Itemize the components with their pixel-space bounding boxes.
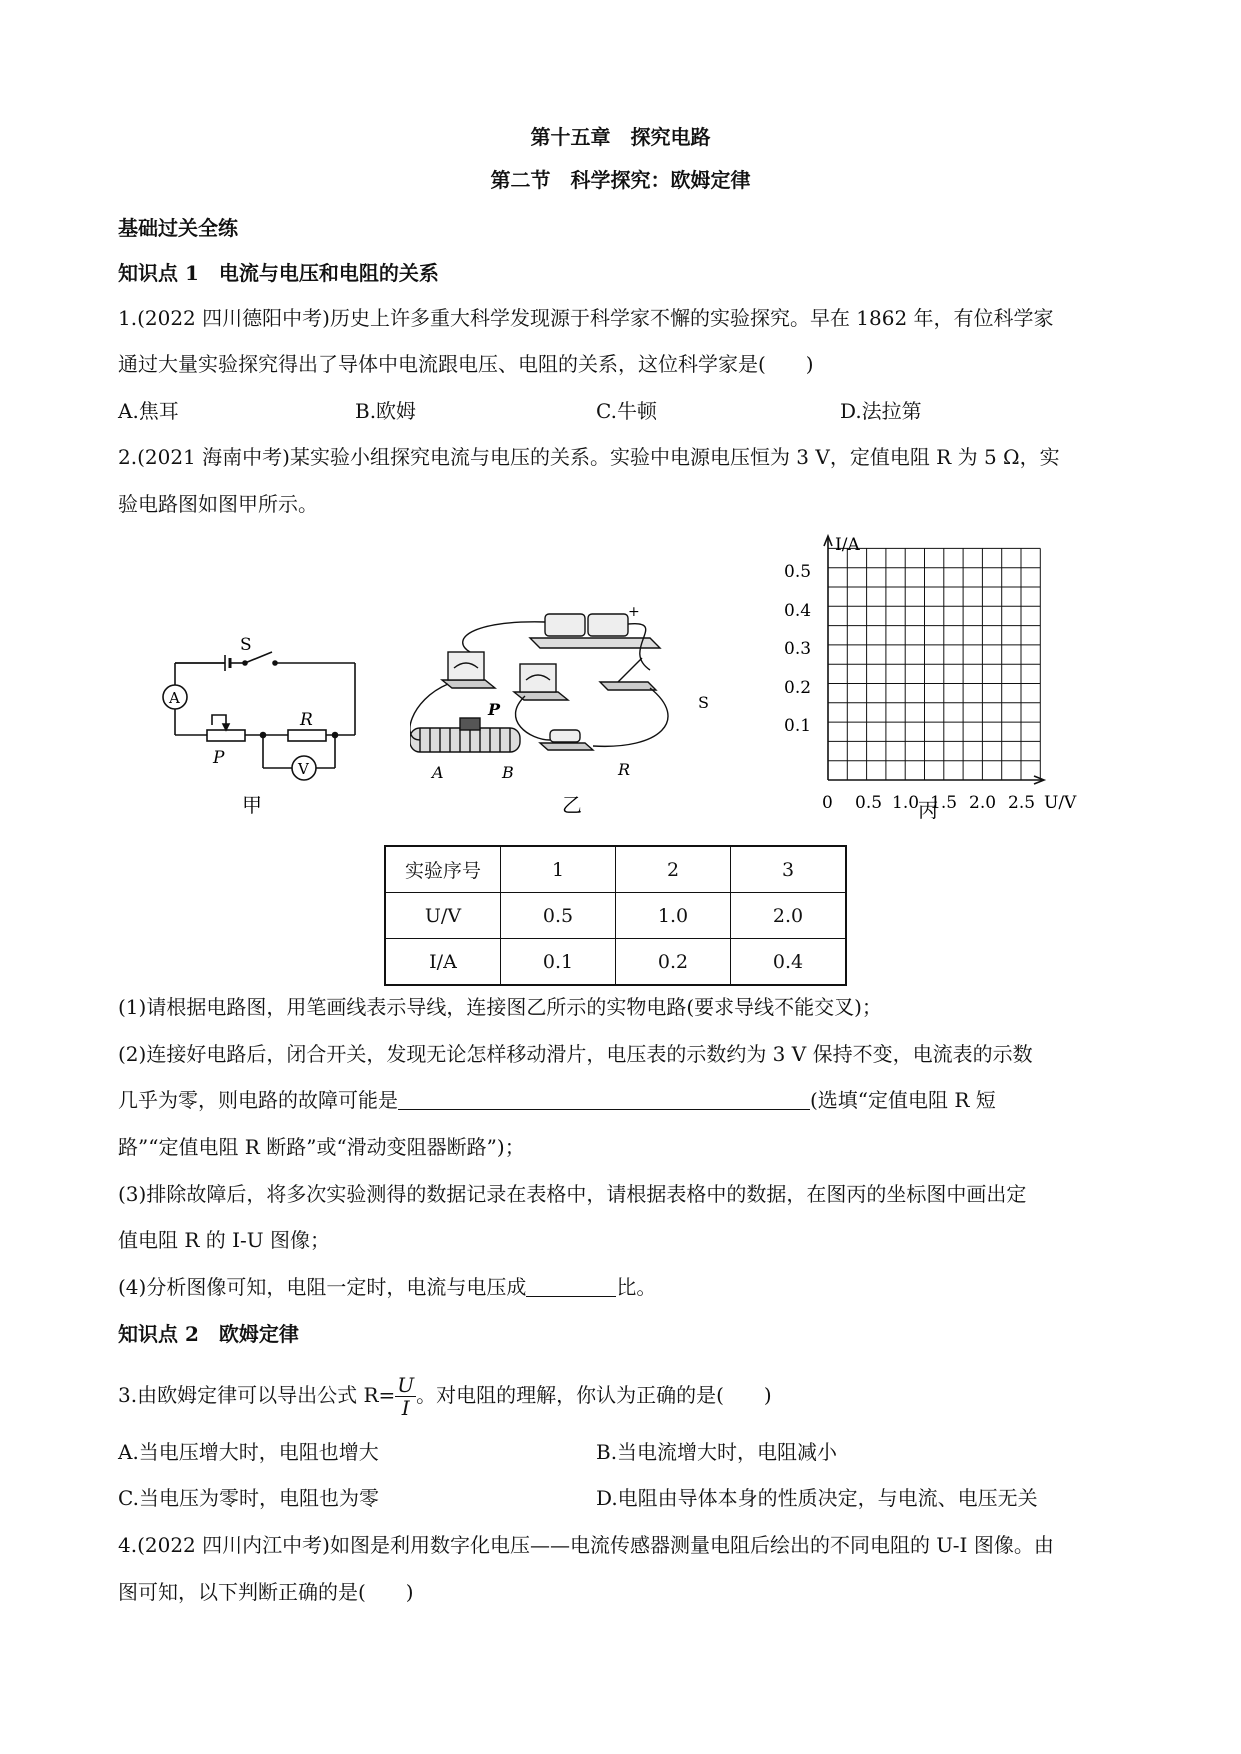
figure-yi-apparatus [410,600,760,820]
table-cell: 2.0 [731,893,847,939]
table-row [385,893,846,939]
q2-sub3-line2: 值电阻 R 的 I-U 图像； [118,1228,331,1252]
chapter-title: 第十五章 探究电路 [530,125,711,149]
q2-sub4-answer-blank[interactable] [526,1274,616,1297]
q3-formula-fraction [395,1374,416,1419]
q2-sub1: (1)请根据电路图，用笔画线表示导线，连接图乙所示的实物电路(要求导线不能交叉)； [118,995,882,1019]
q4-line1: 4.(2022 四川内江中考)如图是利用数字化电压——电流传感器测量电阻后绘出的不同电阻的 U-I 图像。由 [118,1533,1054,1557]
grid-x-tick: 1.0 [892,793,920,813]
q3-option-d: D.电阻由导体本身的性质决定，与电流、电压无关 [596,1486,1038,1510]
table-cell: 0.5 [501,893,616,939]
figure-jia-caption: 甲 [242,793,262,817]
table-cell: 0.4 [731,939,847,986]
figure-yi-caption: 乙 [562,793,582,817]
q3-suffix: 。对电阻的理解，你认为正确的是( ) [416,1383,772,1407]
table-cell: 实验序号 [385,846,501,893]
q2-sub4-text-a: (4)分析图像可知，电阻一定时，电流与电压成 [118,1275,527,1299]
q2-sub2-line2 [118,1086,996,1114]
q2-sub2-line1: (2)连接好电路后，闭合开关，发现无论怎样移动滑片，电压表的示数约为 3 V 保持不变，电流表的示数 [118,1042,1033,1066]
grid-y-tick: 0.3 [784,639,812,659]
grid-x-tick: 1.5 [930,793,958,813]
q3-stem [118,1368,772,1422]
yi-slider-label: P [488,700,501,719]
q2-sub4 [118,1273,656,1301]
q2-line1: 2.(2021 海南中考)某实验小组探究电流与电压的关系。实验中电源电压恒为 3 V，定值电阻 R 为 5 Ω，实 [118,445,1060,469]
table-cell: I/A [385,939,501,986]
grid-x-tick: 0 [822,793,833,813]
table-cell: 0.1 [501,939,616,986]
q3-option-a: A.当电压增大时，电阻也增大 [118,1440,379,1464]
jia-voltmeter-label: V [298,760,309,778]
table-cell: 0.2 [616,939,731,986]
grid-y-tick: 0.2 [784,678,812,698]
q3-denominator: I [401,1396,410,1420]
q1-option-a: A.焦耳 [118,399,179,423]
yi-terminal-a-label: A [432,763,444,782]
q2-sub2-line3: 路”“定值电阻 R 断路”或“滑动变阻器断路”)； [118,1135,525,1159]
knowledge-point-2: 知识点 2 欧姆定律 [118,1322,299,1346]
q2-sub2-text-b: (选填“定值电阻 R 短 [810,1088,996,1112]
grid-y-tick: 0.1 [784,716,812,736]
grid-y-tick: 0.4 [784,601,812,621]
table-row [385,939,846,986]
q1-option-c: C.牛顿 [596,399,657,423]
jia-switch-label: S [240,635,252,655]
q3-numerator: U [397,1373,415,1397]
jia-slider-label: P [213,748,225,768]
table-row [385,846,846,893]
jia-ammeter-label: A [169,689,180,707]
q2-sub2-answer-blank[interactable] [398,1087,810,1110]
jia-resistor-label: R [300,710,313,730]
q4-line2: 图可知，以下判断正确的是( ) [118,1580,414,1604]
figure-bing-grid [780,530,1100,830]
yi-switch-label: S [698,693,709,712]
grid-x-axis-label: U/V [1044,793,1077,813]
q3-option-b: B.当电流增大时，电阻减小 [596,1440,838,1464]
table-cell: 1 [501,846,616,893]
grid-x-tick: 2.5 [1008,793,1036,813]
section-title: 第二节 科学探究：欧姆定律 [490,168,751,192]
table-cell: 2 [616,846,731,893]
q1-line2: 通过大量实验探究得出了导体中电流跟电压、电阻的关系，这位科学家是( ) [118,352,814,376]
grid-x-tick: 2.0 [969,793,997,813]
grid-y-axis-label: I/A [835,535,860,555]
grid-lines [828,548,1040,780]
q2-sub2-text-a: 几乎为零，则电路的故障可能是 [118,1088,398,1112]
q1-option-d: D.法拉第 [840,399,922,423]
yi-terminal-b-label: B [502,763,514,782]
yi-plus-label: + [628,604,640,620]
knowledge-point-1: 知识点 1 电流与电压和电阻的关系 [118,261,439,285]
table-cell: 3 [731,846,847,893]
q2-sub4-text-b: 比。 [616,1275,657,1299]
q3-prefix: 3.由欧姆定律可以导出公式 R= [118,1383,396,1407]
data-table [384,845,847,986]
grid-y-tick: 0.5 [784,562,812,582]
q1-line1: 1.(2022 四川德阳中考)历史上许多重大科学发现源于科学家不懈的实验探究。早在 1862 年，有位科学家 [118,306,1054,330]
yi-resistor-label: R [618,760,631,779]
q2-line2: 验电路图如图甲所示。 [118,492,318,516]
part-title: 基础过关全练 [118,216,238,240]
q2-sub3-line1: (3)排除故障后，将多次实验测得的数据记录在表格中，请根据表格中的数据，在图丙的坐标图中画出定 [118,1182,1027,1206]
figure-jia-circuit-diagram [150,600,370,820]
table-cell: 1.0 [616,893,731,939]
q1-option-b: B.欧姆 [355,399,417,423]
grid-x-tick: 0.5 [855,793,883,813]
figure-bing-caption: 丙 [918,798,938,822]
q3-option-c: C.当电压为零时，电阻也为零 [118,1486,379,1510]
table-cell: U/V [385,893,501,939]
